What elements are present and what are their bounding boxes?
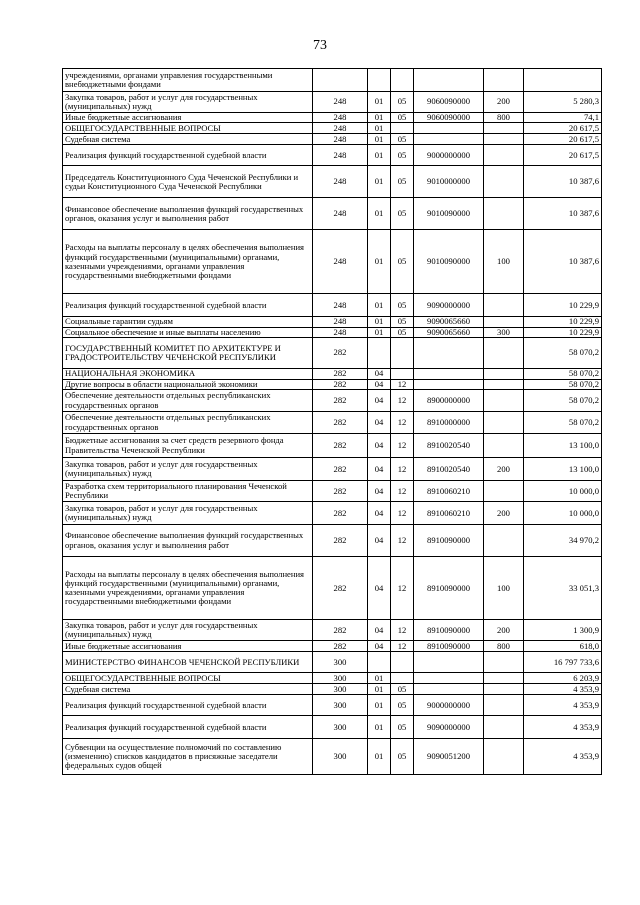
cell-csr: 8910060210 [414,502,484,525]
cell-vr: 200 [484,92,524,113]
cell-csr [414,673,484,684]
cell-pr [391,368,414,379]
cell-gr: 282 [313,458,368,481]
cell-rz: 01 [368,113,391,123]
cell-sum: 10 229,9 [524,327,602,337]
cell-vr [484,412,524,434]
cell-gr: 282 [313,502,368,525]
cell-pr: 12 [391,641,414,652]
cell-csr: 9090051200 [414,739,484,775]
cell-vr [484,390,524,412]
cell-rz: 04 [368,412,391,434]
cell-pr: 12 [391,458,414,481]
cell-csr [414,652,484,673]
cell-csr: 8910090000 [414,525,484,557]
cell-pr: 12 [391,502,414,525]
cell-rz: 04 [368,379,391,389]
cell-rz [368,69,391,92]
cell-pr: 05 [391,716,414,739]
cell-pr: 05 [391,695,414,716]
cell-gr: 248 [313,145,368,166]
cell-vr [484,716,524,739]
cell-name: учреждениями, органами управления государственными внебюджетными фондами [63,69,313,92]
table-row [63,294,602,317]
budget-table [62,68,602,775]
cell-gr: 300 [313,673,368,684]
cell-rz: 04 [368,620,391,641]
table-row [63,113,602,123]
cell-csr: 9010090000 [414,230,484,294]
table-row [63,379,602,389]
table-row [63,92,602,113]
cell-vr: 200 [484,458,524,481]
cell-rz: 01 [368,166,391,198]
cell-vr [484,684,524,695]
cell-rz: 04 [368,458,391,481]
cell-pr: 12 [391,434,414,458]
cell-name: Расходы на выплаты персоналу в целях обеспечения выполнения функций государственными (муниципальными) органами, казенными учреждениями, органами управления государственными внебюджетными фондами [63,230,313,294]
cell-sum: 58 070,2 [524,379,602,389]
cell-gr: 248 [313,166,368,198]
cell-vr: 800 [484,641,524,652]
cell-vr [484,695,524,716]
table-row [63,652,602,673]
cell-csr [414,337,484,368]
cell-pr: 12 [391,379,414,389]
cell-gr [313,69,368,92]
cell-vr [484,166,524,198]
cell-rz: 01 [368,123,391,134]
cell-sum: 20 617,5 [524,134,602,145]
cell-rz: 01 [368,673,391,684]
cell-name: ОБЩЕГОСУДАРСТВЕННЫЕ ВОПРОСЫ [63,673,313,684]
cell-vr [484,525,524,557]
cell-sum: 13 100,0 [524,458,602,481]
cell-vr [484,673,524,684]
cell-name: Обеспечение деятельности отдельных республиканских государственных органов [63,390,313,412]
cell-sum: 74,1 [524,113,602,123]
cell-gr: 282 [313,412,368,434]
cell-pr: 05 [391,230,414,294]
cell-csr: 9000000000 [414,695,484,716]
cell-name: Финансовое обеспечение выполнения функций государственных органов, оказания услуг и выполнения работ [63,198,313,230]
table-row [63,166,602,198]
cell-rz: 04 [368,502,391,525]
cell-name: Другие вопросы в области национальной экономики [63,379,313,389]
cell-gr: 248 [313,294,368,317]
cell-gr: 248 [313,317,368,327]
cell-sum: 618,0 [524,641,602,652]
cell-name: Закупка товаров, работ и услуг для государственных (муниципальных) нужд [63,502,313,525]
cell-gr: 248 [313,327,368,337]
cell-vr [484,434,524,458]
cell-gr: 248 [313,230,368,294]
cell-pr: 05 [391,198,414,230]
cell-rz: 01 [368,230,391,294]
cell-name: Судебная система [63,134,313,145]
cell-csr [414,69,484,92]
cell-csr: 8910020540 [414,434,484,458]
cell-pr: 12 [391,412,414,434]
cell-name: Социальное обеспечение и иные выплаты населению [63,327,313,337]
cell-rz [368,337,391,368]
cell-name: ГОСУДАРСТВЕННЫЙ КОМИТЕТ ПО АРХИТЕКТУРЕ И ГРАДОСТРОИТЕЛЬСТВУ ЧЕЧЕНСКОЙ РЕСПУБЛИКИ [63,337,313,368]
cell-vr [484,337,524,368]
cell-sum: 10 229,9 [524,317,602,327]
cell-rz: 01 [368,739,391,775]
cell-vr [484,198,524,230]
cell-rz: 01 [368,716,391,739]
table-row [63,458,602,481]
cell-pr: 05 [391,166,414,198]
cell-csr: 9000000000 [414,145,484,166]
cell-rz: 04 [368,390,391,412]
cell-gr: 300 [313,695,368,716]
table-row [63,327,602,337]
table-row [63,481,602,502]
cell-vr [484,481,524,502]
cell-rz: 04 [368,641,391,652]
cell-sum: 6 203,9 [524,673,602,684]
cell-gr: 282 [313,525,368,557]
cell-pr: 12 [391,390,414,412]
cell-sum: 4 353,9 [524,695,602,716]
cell-sum: 34 970,2 [524,525,602,557]
cell-sum: 58 070,2 [524,368,602,379]
table-row [63,230,602,294]
cell-pr [391,69,414,92]
cell-vr: 800 [484,113,524,123]
cell-csr [414,368,484,379]
cell-csr [414,379,484,389]
cell-name: Иные бюджетные ассигнования [63,641,313,652]
cell-rz: 04 [368,481,391,502]
table-row [63,502,602,525]
cell-name: Председатель Конституционного Суда Чеченской Республики и судьи Конституционного Суда Чеченской Республики [63,166,313,198]
table-row [63,390,602,412]
table-row [63,620,602,641]
table-row [63,641,602,652]
cell-sum: 58 070,2 [524,390,602,412]
cell-name: Финансовое обеспечение выполнения функций государственных органов, оказания услуг и выполнения работ [63,525,313,557]
cell-name: МИНИСТЕРСТВО ФИНАНСОВ ЧЕЧЕНСКОЙ РЕСПУБЛИКИ [63,652,313,673]
cell-rz: 04 [368,434,391,458]
cell-vr: 100 [484,230,524,294]
cell-name: Реализация функций государственной судебной власти [63,716,313,739]
table-row [63,69,602,92]
table-row [63,123,602,134]
cell-name: Бюджетные ассигнования за счет средств резервного фонда Правительства Чеченской Республики [63,434,313,458]
cell-csr: 8900000000 [414,390,484,412]
table-row [63,145,602,166]
cell-rz: 04 [368,557,391,620]
table-row [63,557,602,620]
cell-name: Иные бюджетные ассигнования [63,113,313,123]
cell-sum: 58 070,2 [524,337,602,368]
cell-gr: 300 [313,716,368,739]
cell-pr [391,673,414,684]
cell-csr: 9010000000 [414,166,484,198]
cell-vr: 100 [484,557,524,620]
cell-vr [484,739,524,775]
cell-rz: 01 [368,145,391,166]
cell-pr: 05 [391,739,414,775]
cell-sum: 10 000,0 [524,481,602,502]
cell-sum: 13 100,0 [524,434,602,458]
cell-csr: 8910020540 [414,458,484,481]
cell-gr: 248 [313,92,368,113]
cell-rz: 01 [368,684,391,695]
cell-name: Реализация функций государственной судебной власти [63,145,313,166]
cell-sum [524,69,602,92]
cell-name: Закупка товаров, работ и услуг для государственных (муниципальных) нужд [63,92,313,113]
cell-pr: 05 [391,92,414,113]
table-row [63,337,602,368]
cell-sum: 4 353,9 [524,684,602,695]
cell-sum: 10 000,0 [524,502,602,525]
table-row [63,368,602,379]
cell-vr [484,379,524,389]
table-row [63,412,602,434]
cell-csr: 9090065660 [414,317,484,327]
cell-vr [484,123,524,134]
cell-gr: 282 [313,368,368,379]
cell-gr: 300 [313,684,368,695]
table-row [63,134,602,145]
cell-pr: 05 [391,684,414,695]
cell-gr: 282 [313,481,368,502]
cell-pr: 12 [391,620,414,641]
cell-rz: 01 [368,695,391,716]
cell-name: ОБЩЕГОСУДАРСТВЕННЫЕ ВОПРОСЫ [63,123,313,134]
cell-sum: 10 229,9 [524,294,602,317]
cell-csr: 9010090000 [414,198,484,230]
cell-csr: 8910060210 [414,481,484,502]
cell-pr: 05 [391,113,414,123]
cell-sum: 4 353,9 [524,716,602,739]
cell-csr [414,684,484,695]
cell-name: НАЦИОНАЛЬНАЯ ЭКОНОМИКА [63,368,313,379]
cell-gr: 248 [313,123,368,134]
cell-pr [391,337,414,368]
cell-sum: 20 617,5 [524,145,602,166]
cell-name: Судебная система [63,684,313,695]
cell-csr: 8910090000 [414,557,484,620]
cell-gr: 248 [313,113,368,123]
cell-rz: 04 [368,368,391,379]
cell-name: Закупка товаров, работ и услуг для государственных (муниципальных) нужд [63,458,313,481]
cell-sum: 20 617,5 [524,123,602,134]
cell-csr: 9090000000 [414,716,484,739]
cell-gr: 248 [313,134,368,145]
cell-gr: 248 [313,198,368,230]
cell-pr: 05 [391,134,414,145]
table-row [63,673,602,684]
cell-rz: 01 [368,198,391,230]
cell-vr: 200 [484,620,524,641]
cell-gr: 282 [313,337,368,368]
cell-vr [484,317,524,327]
cell-name: Обеспечение деятельности отдельных республиканских государственных органов [63,412,313,434]
cell-vr: 200 [484,502,524,525]
cell-pr [391,652,414,673]
cell-gr: 282 [313,557,368,620]
cell-pr: 05 [391,327,414,337]
page-number: 73 [313,38,327,53]
table-row [63,198,602,230]
cell-sum: 5 280,3 [524,92,602,113]
cell-csr [414,123,484,134]
cell-gr: 282 [313,434,368,458]
cell-name: Реализация функций государственной судебной власти [63,695,313,716]
cell-vr: 300 [484,327,524,337]
cell-pr: 05 [391,317,414,327]
table-row [63,317,602,327]
cell-csr: 9090000000 [414,294,484,317]
cell-gr: 282 [313,620,368,641]
cell-csr: 8910090000 [414,620,484,641]
cell-sum: 16 797 733,6 [524,652,602,673]
cell-sum: 33 051,3 [524,557,602,620]
cell-sum: 58 070,2 [524,412,602,434]
cell-csr: 9060090000 [414,113,484,123]
cell-csr: 9090065660 [414,327,484,337]
cell-rz: 04 [368,525,391,557]
cell-rz: 01 [368,92,391,113]
cell-pr: 05 [391,145,414,166]
cell-csr [414,134,484,145]
cell-rz: 01 [368,294,391,317]
cell-sum: 1 300,9 [524,620,602,641]
cell-rz: 01 [368,327,391,337]
cell-sum: 10 387,6 [524,198,602,230]
cell-name: Социальные гарантии судьям [63,317,313,327]
table-row [63,716,602,739]
cell-csr: 9060090000 [414,92,484,113]
cell-vr [484,69,524,92]
cell-gr: 282 [313,641,368,652]
cell-name: Субвенции на осуществление полномочий по составлению (изменению) списков кандидатов в присяжные заседатели федеральных судов общей [63,739,313,775]
cell-csr: 8910000000 [414,412,484,434]
cell-vr [484,368,524,379]
cell-sum: 10 387,6 [524,230,602,294]
cell-gr: 300 [313,739,368,775]
cell-gr: 282 [313,379,368,389]
cell-name: Расходы на выплаты персоналу в целях обеспечения выполнения функций государственными (муниципальными) органами, казенными учреждениями, органами управления государственными внебюджетными фондами [63,557,313,620]
cell-name: Реализация функций государственной судебной власти [63,294,313,317]
cell-vr [484,134,524,145]
cell-gr: 282 [313,390,368,412]
cell-vr [484,145,524,166]
table-row [63,739,602,775]
cell-sum: 10 387,6 [524,166,602,198]
cell-pr [391,123,414,134]
cell-rz: 01 [368,317,391,327]
table-row [63,695,602,716]
table-row [63,525,602,557]
cell-sum: 4 353,9 [524,739,602,775]
table-row [63,684,602,695]
cell-pr: 05 [391,294,414,317]
cell-pr: 12 [391,481,414,502]
cell-name: Разработка схем территориального планирования Чеченской Республики [63,481,313,502]
cell-vr [484,652,524,673]
cell-rz [368,652,391,673]
cell-vr [484,294,524,317]
cell-rz: 01 [368,134,391,145]
cell-pr: 12 [391,557,414,620]
cell-gr: 300 [313,652,368,673]
cell-name: Закупка товаров, работ и услуг для государственных (муниципальных) нужд [63,620,313,641]
cell-csr: 8910090000 [414,641,484,652]
table-row [63,434,602,458]
cell-pr: 12 [391,525,414,557]
